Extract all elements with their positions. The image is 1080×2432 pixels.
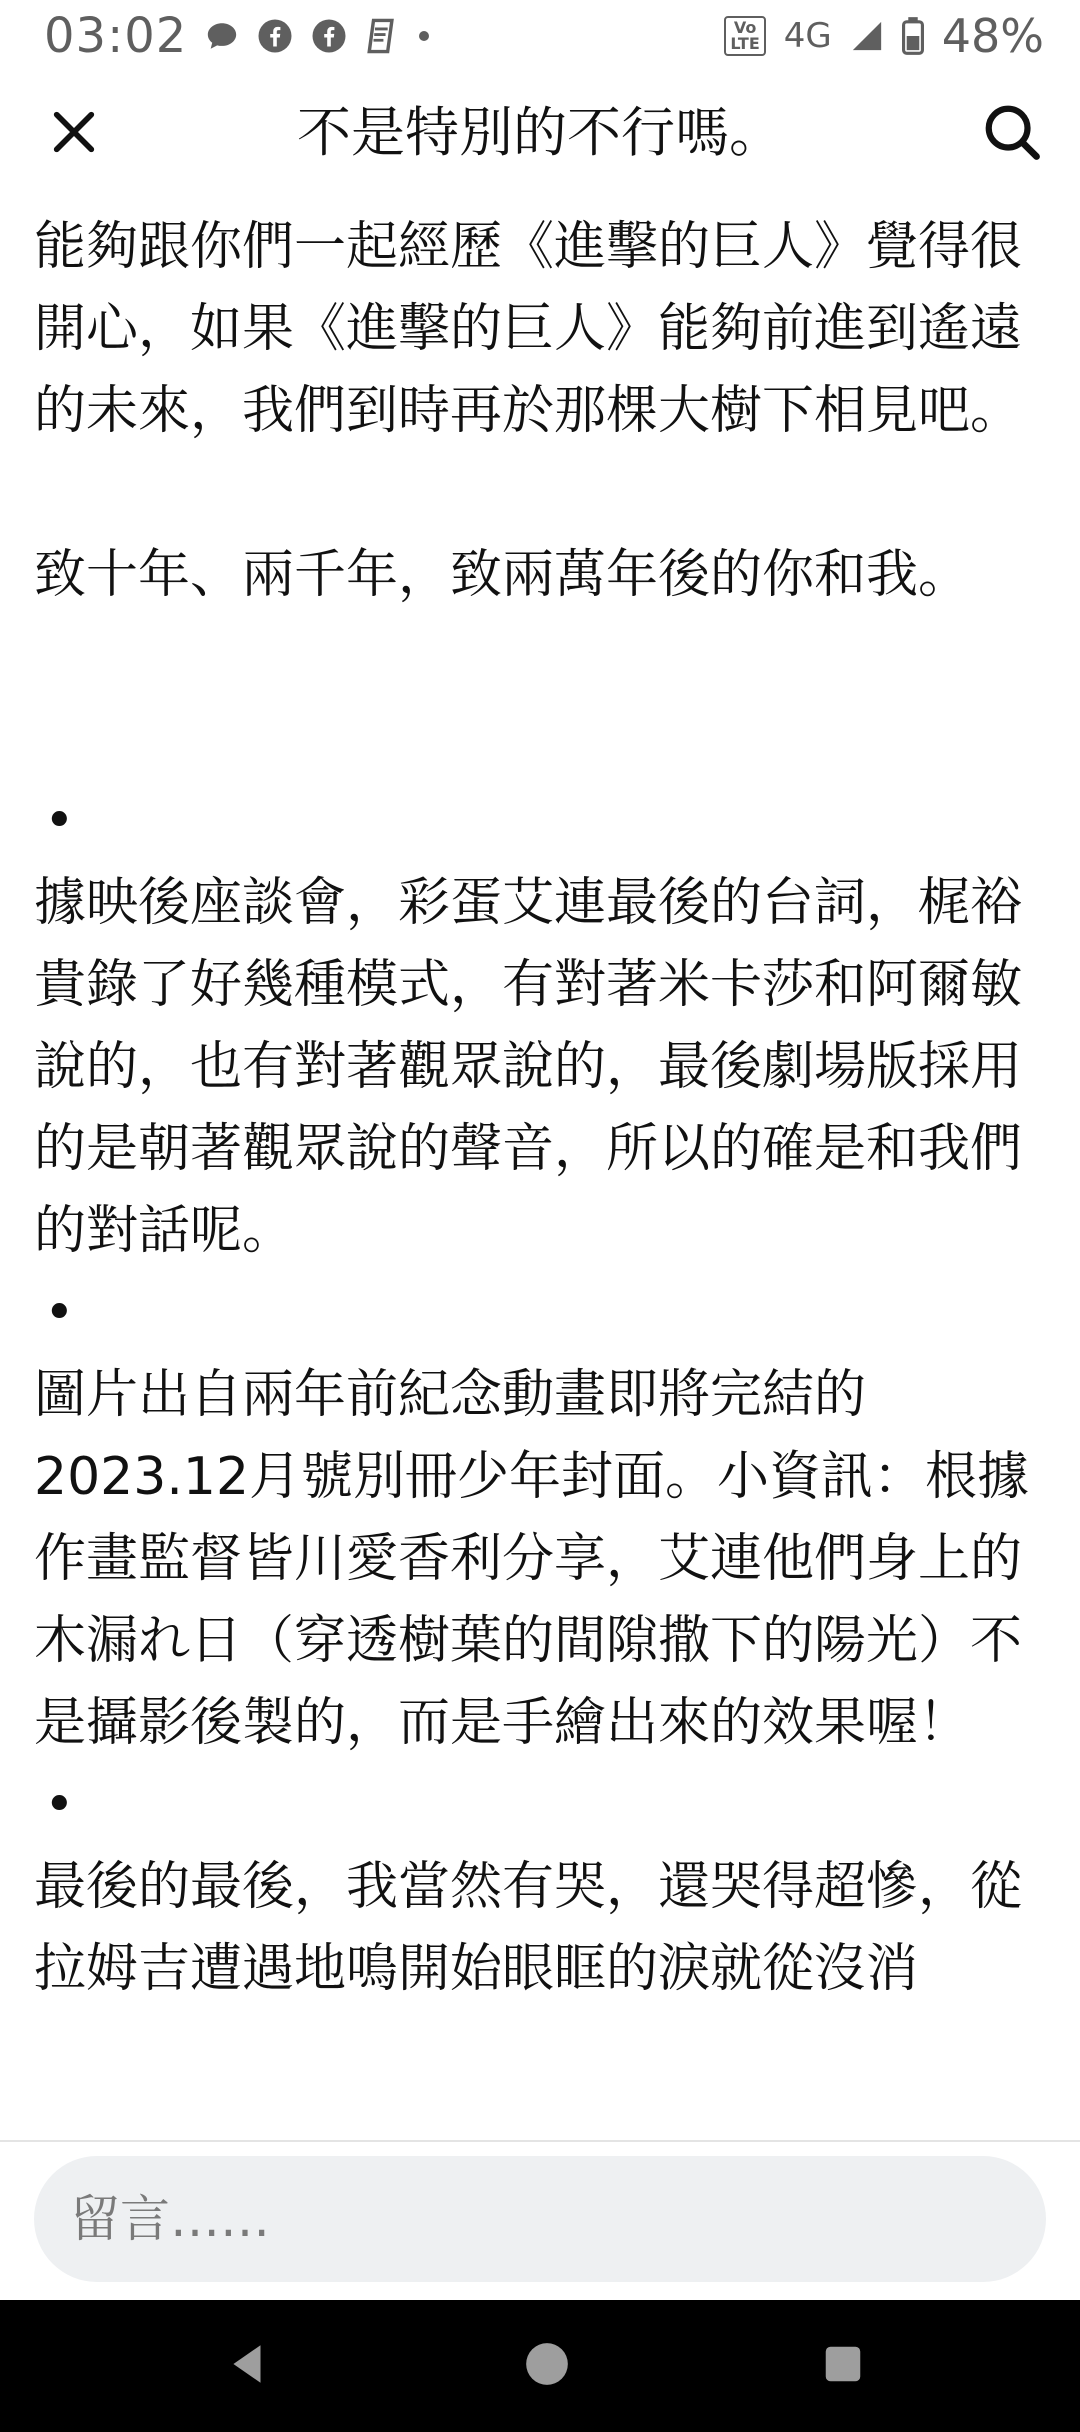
article-paragraph: 據映後座談會，彩蛋艾連最後的台詞，梶裕貴錄了好幾種模式，有對著米卡莎和阿爾敏說的，也有對著觀眾說的，最後劇場版採用的是朝著觀眾說的聲音，所以的確是和我們的對話呢。: [34, 873, 1023, 1261]
bullet-separator: •: [44, 1283, 75, 1343]
back-button[interactable]: [218, 2336, 278, 2396]
close-icon: [48, 106, 100, 162]
dot-icon: [417, 29, 431, 43]
status-right: [724, 9, 1044, 63]
home-icon: [522, 2339, 572, 2393]
back-icon: [223, 2339, 273, 2393]
comment-field[interactable]: [34, 2156, 1046, 2282]
navigation-bar: [0, 2300, 1080, 2432]
comment-input[interactable]: [68, 2189, 1046, 2249]
article-paragraph: 最後的最後，我當然有哭，還哭得超慘，從拉姆吉遭遇地鳴開始眼眶的淚就從沒消: [34, 1857, 1023, 1999]
article-paragraph: 圖片出自兩年前紀念動畫即將完結的2023.12月號別冊少年封面。小資訊：根據作畫監督皆川愛香利分享，艾連他們身上的木漏れ日（穿透樹葉的間隙撒下的陽光）不是攝影後製的，而是手繪出來的效果喔！: [34, 1365, 1030, 1753]
recents-button[interactable]: [813, 2336, 873, 2396]
close-button[interactable]: [34, 94, 114, 174]
volte-icon: Vo LTE: [724, 16, 765, 56]
spacer: [34, 616, 1054, 698]
article-body: [34, 206, 1054, 2140]
notes-icon: [365, 17, 399, 55]
recents-icon: [820, 2341, 866, 2391]
article-paragraph: 能夠跟你們一起經歷《進擊的巨人》覺得很開心，如果《進擊的巨人》能夠前進到遙遠的未來，我們到時再於那棵大樹下相見吧。: [34, 217, 1023, 441]
bullet-separator: •: [44, 1775, 75, 1835]
facebook-icon: [311, 18, 347, 54]
app-bar: [0, 72, 1080, 192]
spacer: [34, 452, 1054, 534]
battery-percent: 48%: [941, 9, 1044, 63]
page-title: 不是特別的不行嗎。: [297, 101, 783, 164]
status-bar: [0, 0, 1080, 72]
battery-icon: [902, 17, 924, 55]
spacer: [34, 698, 1054, 780]
article-paragraph: 致十年、兩千年，致兩萬年後的你和我。: [34, 545, 971, 605]
status-left: [44, 8, 431, 64]
home-button[interactable]: [517, 2336, 577, 2396]
chat-bubble-icon: [205, 19, 239, 53]
network-type: 4G: [783, 16, 832, 56]
signal-icon: [850, 19, 884, 53]
bullet-separator: •: [44, 791, 75, 851]
facebook-icon: [257, 18, 293, 54]
status-time: 03:02: [44, 8, 188, 64]
search-button[interactable]: [972, 94, 1052, 174]
comment-bar: [0, 2142, 1080, 2300]
search-icon: [981, 101, 1043, 167]
